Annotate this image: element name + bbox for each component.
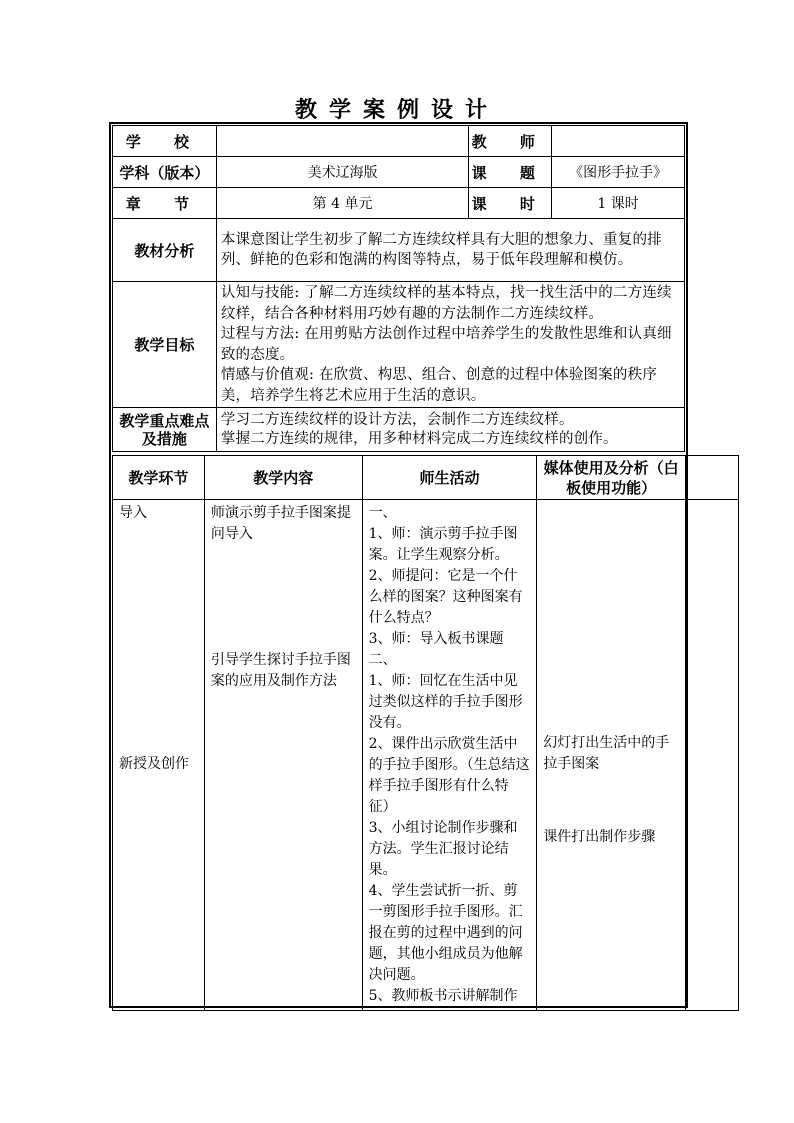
row-analysis	[113, 219, 685, 282]
row-school	[113, 126, 685, 157]
school-label: 学 校	[113, 126, 217, 157]
media-item-1: 幻灯打出生活中的手拉手图案	[543, 735, 670, 772]
subject-label: 学科（版本）	[113, 157, 217, 188]
analysis-text: 本课意图让学生初步了解二方连续纹样具有大胆的想象力、重复的排列、鲜艳的色彩和饱满的构图等特点，易于低年段理解和模仿。	[216, 219, 684, 282]
stage-intro: 导入	[119, 505, 147, 521]
stage-new: 新授及创作	[119, 756, 189, 772]
extra-cell	[686, 500, 739, 1011]
goal-emotion: 情感与价值观: 在欣赏、构思、组合、创意的过程中体验图案的秩序美，培养学生将艺术应用于生活的意识。	[220, 367, 658, 404]
keypoints-cell	[216, 408, 684, 452]
lesson-label: 课 题	[469, 157, 552, 188]
school-value	[216, 126, 468, 157]
period-value: 1 课时	[552, 188, 685, 219]
teacher-label: 教 师	[469, 126, 552, 157]
row-chapter	[113, 188, 685, 219]
row-goals	[113, 282, 685, 408]
keypoints-line-2: 掌握二方连续的规律，用多种材料完成二方连续纹样的创作。	[220, 430, 618, 447]
keypoints-line-1: 学习二方连续纹样的设计方法，会制作二方连续纹样。	[220, 411, 574, 428]
header-media: 媒体使用及分析（白板使用功能）	[537, 456, 686, 500]
row-subject	[113, 157, 685, 188]
process-body-row	[113, 500, 739, 1011]
chapter-label: 章 节	[113, 188, 217, 219]
goals-label: 教学目标	[113, 282, 217, 408]
header-content: 教学内容	[204, 456, 362, 500]
header-stage: 教学环节	[113, 456, 205, 500]
media-cell	[537, 500, 686, 1011]
header-extra	[686, 456, 739, 500]
activities-cell: 一、 1、师：演示剪手拉手图案。让学生观察分析。 2、师提问：它是一个什么样的图案？这种图案有什么特点？ 3、师：导入板书课题 二、 1、师：回忆在生活中见过类似这样的手拉手图形没有。 2、课件出示欣赏生活中的手拉手图形。（生总结这样手拉手图形有什么特征） 3、小组讨论制作步骤和方法。学生汇报讨论结果。 4、学生尝试折一折、剪一剪图形手拉手图形。汇报在剪的过程中遇到的问题，其他小组成员为他解决问题。 5、教师板书示讲解制作	[362, 500, 537, 1011]
info-table	[112, 125, 685, 452]
period-label: 课 时	[469, 188, 552, 219]
goal-knowledge: 认知与技能: 了解二方连续纹样的基本特点，找一找生活中的二方连续纹样，结合各种材料用巧妙有趣的方法制作二方连续纹样。	[220, 285, 672, 322]
subject-value: 美术辽海版	[216, 157, 468, 188]
media-item-2: 课件打出制作步骤	[543, 829, 656, 845]
content-intro: 师演示剪手拉手图案提问导入	[210, 505, 351, 542]
content-new: 引导学生探讨手拉手图案的应用及制作方法	[210, 652, 351, 689]
header-activities: 师生活动	[362, 456, 537, 500]
content-cell	[204, 500, 362, 1011]
document-title: 教学案例设计	[294, 97, 499, 123]
goals-cell	[216, 282, 684, 408]
teacher-value	[552, 126, 685, 157]
row-keypoints	[113, 408, 685, 452]
process-table	[112, 455, 739, 1011]
stage-cell	[113, 500, 205, 1011]
analysis-label: 教材分析	[113, 219, 217, 282]
goal-process: 过程与方法: 在用剪贴方法创作过程中培养学生的发散性思维和认真细致的态度。	[220, 326, 672, 363]
chapter-value: 第 4 单元	[216, 188, 468, 219]
keypoints-label: 教学重点难点及措施	[113, 408, 217, 452]
lesson-value: 《图形手拉手》	[552, 157, 685, 188]
process-header-row	[113, 456, 739, 500]
